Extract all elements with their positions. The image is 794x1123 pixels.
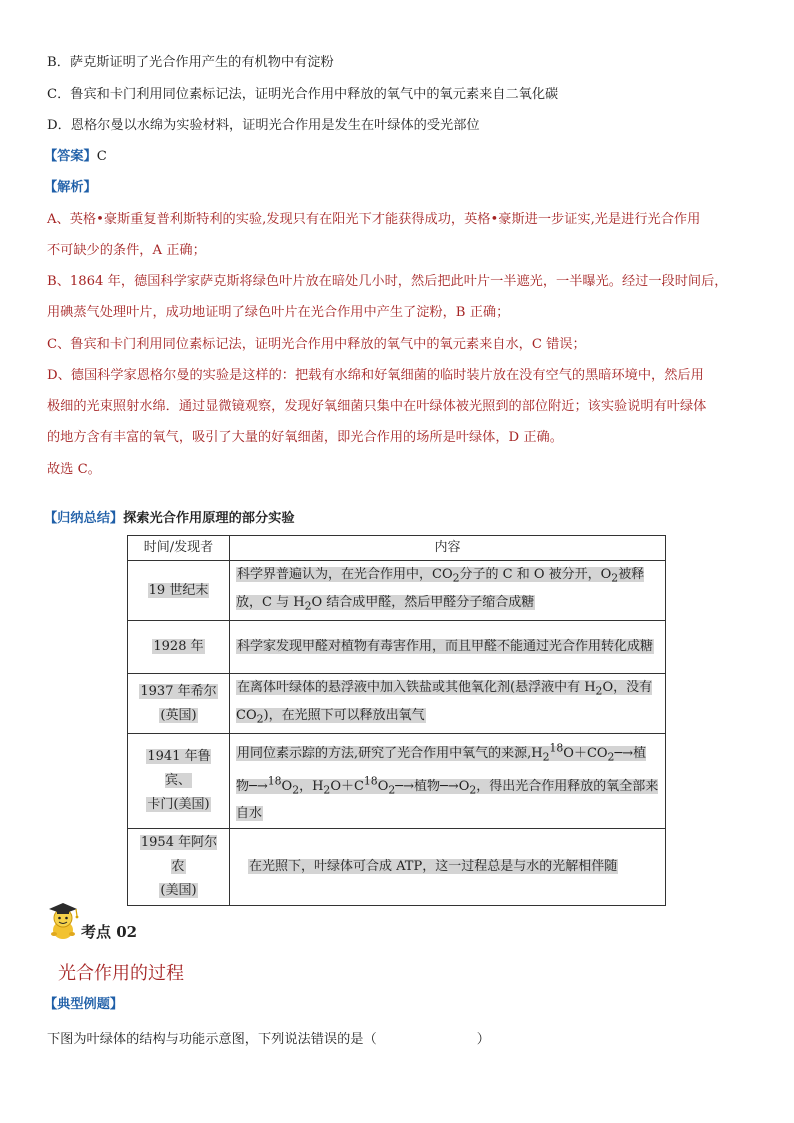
table-row xyxy=(128,674,666,734)
header-content: 内容 xyxy=(230,536,666,561)
analysis-line-2: 不可缺少的条件，A 正确； xyxy=(47,243,206,258)
answer-label: 【答案】 xyxy=(44,149,97,164)
analysis-line-1: A、英格•豪斯重复普利斯特利的实验,发现只有在阳光下才能获得成功，英格•豪斯进一步证实,光是进行光合作用 xyxy=(47,212,701,227)
summary-table xyxy=(127,535,666,906)
row-content: 科学界普遍认为，在光合作用中，$CO_2$分子的 C 和 O 被分开，$O_2$被释放，C 与 $H_2O$ 结合成甲醛，然后甲醛分子缩合成糖 xyxy=(230,561,666,621)
answer-value: C xyxy=(96,149,107,164)
row-time: 1928 年 xyxy=(128,621,230,674)
question-line xyxy=(47,1031,490,1049)
table-header-row xyxy=(128,536,666,561)
summary-heading xyxy=(44,510,295,528)
question-suffix: ） xyxy=(476,1032,490,1047)
row-content: 在光照下，叶绿体可合成 ATP，这一过程总是与水的光解相伴随 xyxy=(230,829,666,906)
row-time: 1937 年希尔 (英国) xyxy=(128,674,230,734)
row-content: 在离体叶绿体的悬浮液中加入铁盐或其他氧化剂(悬浮液中有 $H_2O$，没有 $CO_2$)，在光照下可以释放出氧气 xyxy=(230,674,666,734)
analysis-line-3: B、1864 年，德国科学家萨克斯将绿色叶片放在暗处几小时，然后把此叶片一半遮光，一半曝光。经过一段时间后， xyxy=(47,274,728,289)
analysis-line-6: D、德国科学家恩格尔曼的实验是这样的：把载有水绵和好氧细菌的临时装片放在没有空气的黑暗环境中，然后用 xyxy=(47,368,704,383)
analysis-line-7: 极细的光束照射水绵．通过显微镜观察，发现好氧细菌只集中在叶绿体被光照到的部位附近；该实验说明有叶绿体 xyxy=(47,399,707,414)
row-time: 1941 年鲁宾、 卡门(美国) xyxy=(128,734,230,829)
table-row xyxy=(128,621,666,674)
analysis-line-9: 故选 C。 xyxy=(47,462,101,477)
summary-tag: 【归纳总结】 xyxy=(44,511,124,526)
row-time: 1954 年阿尔农 (美国) xyxy=(128,829,230,906)
analysis-line-5: C、鲁宾和卡门利用同位素标记法，证明光合作用中释放的氧气中的氧元素来自水，C 错误； xyxy=(47,337,586,352)
row-content: 用同位素示踪的方法,研究了光合作用中氧气的来源$,H_2^{18}O+CO_2─\to$植物$─\to^{18}O_2$，$H_2O+C^{18}O_2─\to$植物$─\to O_2$，得出光合作用释放的氧全部来自水 xyxy=(230,734,666,829)
table-row xyxy=(128,829,666,906)
analysis-line-4: 用碘蒸气处理叶片，成功地证明了绿色叶片在光合作用中产生了淀粉，B 正确； xyxy=(47,305,510,320)
example-tag: 【典型例题】 xyxy=(44,997,124,1012)
option-c: C．鲁宾和卡门利用同位素标记法，证明光合作用中释放的氧气中的氧元素来自二氧化碳 xyxy=(47,87,559,102)
table-row xyxy=(128,561,666,621)
header-time: 时间/发现者 xyxy=(128,536,230,561)
question-text: 下图为叶绿体的结构与功能示意图，下列说法错误的是（ xyxy=(47,1032,377,1047)
section-title: 光合作用的过程 xyxy=(58,963,184,984)
analysis-line-8: 的地方含有丰富的氧气，吸引了大量的好氧细菌，即光合作用的场所是叶绿体，D 正确。 xyxy=(47,430,563,445)
table-row xyxy=(128,734,666,829)
option-b: B．萨克斯证明了光合作用产生的有机物中有淀粉 xyxy=(47,55,334,70)
option-d: D．恩格尔曼以水绵为实验材料，证明光合作用是发生在叶绿体的受光部位 xyxy=(47,118,480,133)
section-label: 考点 02 xyxy=(81,923,138,941)
graduate-icon xyxy=(46,902,80,942)
answer-line xyxy=(44,148,107,166)
row-content: 科学家发现甲醛对植物有毒害作用，而且甲醛不能通过光合作用转化成糖 xyxy=(230,621,666,674)
summary-title: 探索光合作用原理的部分实验 xyxy=(123,511,295,526)
row-time: 19 世纪末 xyxy=(128,561,230,621)
analysis-label: 【解析】 xyxy=(44,180,97,195)
